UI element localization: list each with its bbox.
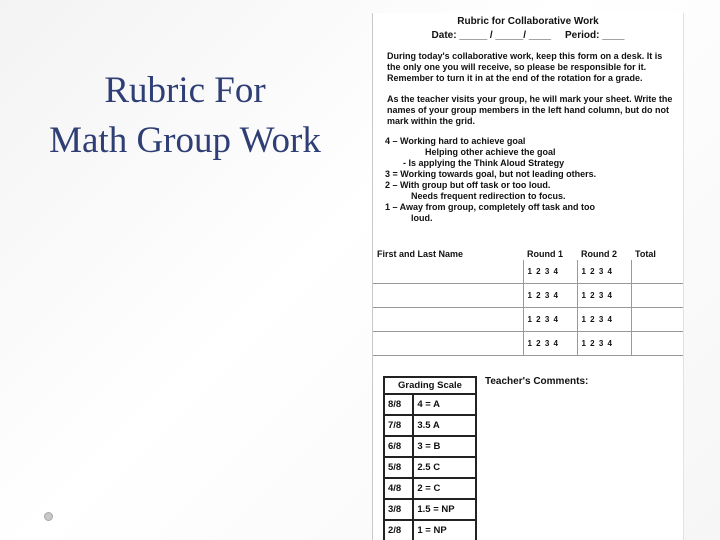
scale-grade: 3 = B bbox=[413, 436, 476, 457]
name-cell bbox=[373, 332, 523, 356]
bullet-dot-icon bbox=[44, 512, 53, 521]
scale-line: loud. bbox=[411, 213, 433, 223]
teacher-comments-label: Teacher's Comments: bbox=[485, 376, 589, 387]
round-2-score: 1 2 3 4 bbox=[577, 260, 631, 284]
round-1-score: 1 2 3 4 bbox=[523, 332, 577, 356]
grid-row bbox=[373, 284, 683, 308]
grading-scale-row bbox=[384, 394, 476, 415]
scale-grade: 2.5 C bbox=[413, 457, 476, 478]
total-cell bbox=[631, 332, 683, 356]
scale-score: 2/8 bbox=[384, 520, 413, 540]
scale-grade: 1 = NP bbox=[413, 520, 476, 540]
scale-line: - Is applying the Think Aloud Strategy bbox=[403, 158, 565, 168]
grid-row bbox=[373, 332, 683, 356]
scale-score: 6/8 bbox=[384, 436, 413, 457]
scale-score: 8/8 bbox=[384, 394, 413, 415]
grading-scale-row bbox=[384, 520, 476, 540]
round-2-score: 1 2 3 4 bbox=[577, 284, 631, 308]
scale-line: 1 – Away from group, completely off task and too bbox=[385, 202, 596, 212]
round-2-score: 1 2 3 4 bbox=[577, 332, 631, 356]
total-cell bbox=[631, 308, 683, 332]
scale-grade: 4 = A bbox=[413, 394, 476, 415]
grid-header-round-2: Round 2 bbox=[581, 249, 617, 259]
rubric-document bbox=[372, 13, 684, 540]
grading-scale-row bbox=[384, 415, 476, 436]
name-cell bbox=[373, 260, 523, 284]
name-cell bbox=[373, 308, 523, 332]
total-cell bbox=[631, 284, 683, 308]
scale-score: 3/8 bbox=[384, 499, 413, 520]
instructions-paragraph-1: During today's collaborative work, keep this form on a desk. It is the only one you will receive, so please be responsible for it. Remember to turn it in at the end of the rotation for a grade. bbox=[387, 51, 663, 83]
slide-title bbox=[10, 66, 360, 166]
scale-score: 7/8 bbox=[384, 415, 413, 436]
grid-row bbox=[373, 308, 683, 332]
grading-scale-row bbox=[384, 436, 476, 457]
grading-scale-title: Grading Scale bbox=[384, 377, 476, 394]
grading-scale-row bbox=[384, 478, 476, 499]
grid-header-round-1: Round 1 bbox=[527, 249, 563, 259]
score-grid bbox=[373, 248, 683, 356]
name-cell bbox=[373, 284, 523, 308]
grid-row bbox=[373, 260, 683, 284]
rubric-scale bbox=[385, 136, 673, 224]
scale-line: Helping other achieve the goal bbox=[425, 147, 556, 157]
grid-header-total: Total bbox=[635, 249, 656, 259]
grading-scale-row bbox=[384, 499, 476, 520]
date-period-line: Date: _____ / _____/ ____ Period: ____ bbox=[431, 30, 625, 41]
scale-score: 4/8 bbox=[384, 478, 413, 499]
round-1-score: 1 2 3 4 bbox=[523, 260, 577, 284]
total-cell bbox=[631, 260, 683, 284]
scale-grade: 1.5 = NP bbox=[413, 499, 476, 520]
instructions-paragraph-2: As the teacher visits your group, he will mark your sheet. Write the names of your group members in the left hand column, but do not mark within the grid. bbox=[387, 94, 673, 126]
scale-line: 4 – Working hard to achieve goal bbox=[385, 136, 526, 146]
grading-scale-table bbox=[383, 376, 477, 540]
document-title: Rubric for Collaborative Work bbox=[457, 16, 599, 27]
slide-title-line-1: Rubric For bbox=[104, 70, 266, 111]
round-2-score: 1 2 3 4 bbox=[577, 308, 631, 332]
grid-header-name: First and Last Name bbox=[377, 249, 464, 259]
slide-title-line-2: Math Group Work bbox=[49, 120, 321, 161]
scale-line: 3 = Working towards goal, but not leading others. bbox=[385, 169, 597, 179]
grading-scale-row bbox=[384, 457, 476, 478]
scale-grade: 3.5 A bbox=[413, 415, 476, 436]
scale-score: 5/8 bbox=[384, 457, 413, 478]
scale-line: Needs frequent redirection to focus. bbox=[411, 191, 566, 201]
scale-line: 2 – With group but off task or too loud. bbox=[385, 180, 551, 190]
round-1-score: 1 2 3 4 bbox=[523, 284, 577, 308]
scale-grade: 2 = C bbox=[413, 478, 476, 499]
round-1-score: 1 2 3 4 bbox=[523, 308, 577, 332]
